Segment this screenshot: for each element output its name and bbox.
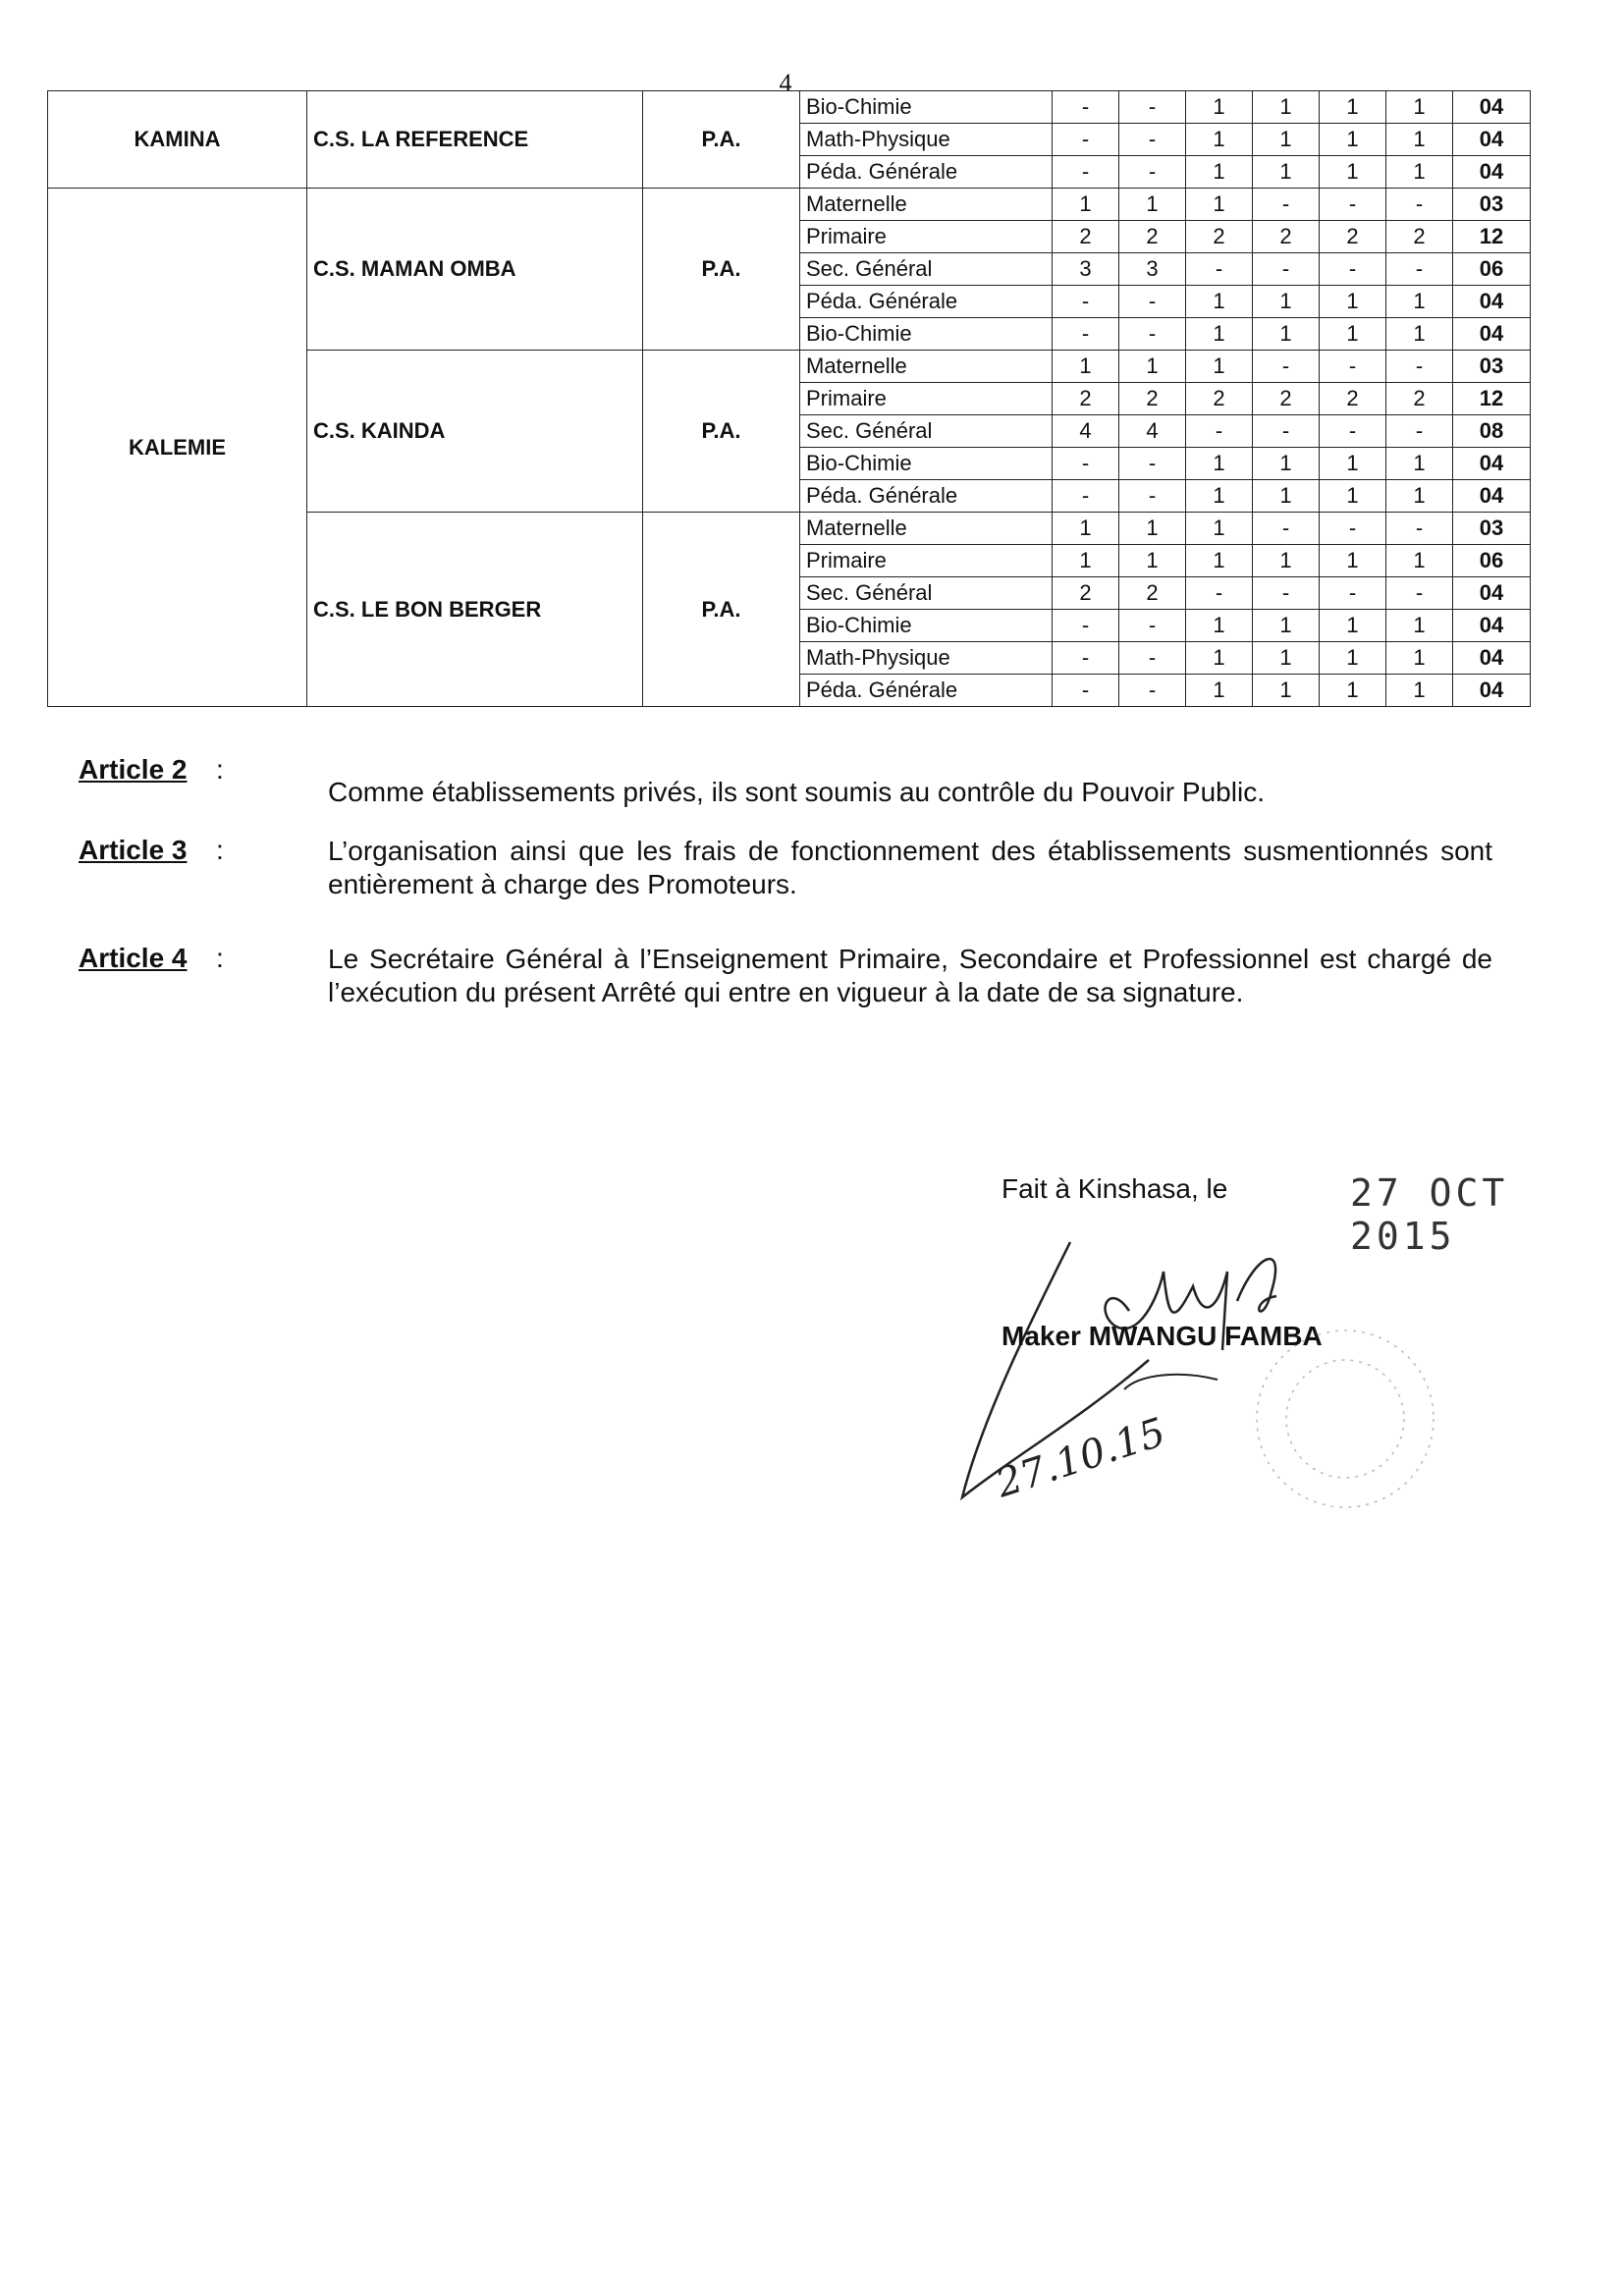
option-cell: Péda. Générale [800, 675, 1053, 707]
class-count-cell: 1 [1053, 545, 1119, 577]
class-count-cell: 1 [1320, 286, 1386, 318]
class-count-cell: 2 [1119, 383, 1186, 415]
option-cell: Sec. Général [800, 253, 1053, 286]
option-cell: Péda. Générale [800, 286, 1053, 318]
option-cell: Maternelle [800, 189, 1053, 221]
class-count-cell: - [1253, 415, 1320, 448]
class-count-cell: - [1119, 286, 1186, 318]
class-count-cell: 1 [1253, 448, 1320, 480]
class-count-cell: - [1053, 610, 1119, 642]
class-count-cell: 1 [1186, 642, 1253, 675]
class-count-cell: - [1053, 286, 1119, 318]
class-count-cell: - [1253, 513, 1320, 545]
article-text: L’organisation ainsi que les frais de fonctionnement des établissements susmentionnés sont entièrement à charge des Promoteurs. [328, 836, 1492, 899]
article-colon: : [216, 754, 224, 785]
option-cell: Primaire [800, 383, 1053, 415]
class-count-cell: - [1320, 253, 1386, 286]
class-count-cell: 1 [1186, 189, 1253, 221]
class-count-cell: - [1320, 189, 1386, 221]
status-cell: P.A. [643, 91, 800, 189]
class-count-cell: - [1053, 318, 1119, 351]
class-count-cell: - [1386, 253, 1453, 286]
article-label: Article 3 [79, 835, 188, 865]
total-cell: 06 [1453, 545, 1531, 577]
class-count-cell: 2 [1386, 221, 1453, 253]
class-count-cell: 1 [1186, 286, 1253, 318]
class-count-cell: - [1053, 124, 1119, 156]
total-cell: 04 [1453, 124, 1531, 156]
class-count-cell: 1 [1253, 91, 1320, 124]
option-cell: Math-Physique [800, 642, 1053, 675]
article-3 [79, 835, 1492, 923]
class-count-cell: 1 [1320, 610, 1386, 642]
school-cell: C.S. LA REFERENCE [307, 91, 643, 189]
article-colon: : [216, 943, 224, 973]
total-cell: 03 [1453, 513, 1531, 545]
option-cell: Bio-Chimie [800, 91, 1053, 124]
class-count-cell: 2 [1320, 383, 1386, 415]
signatory-name: Maker MWANGU FAMBA [1001, 1321, 1323, 1351]
class-count-cell: 2 [1320, 221, 1386, 253]
class-count-cell: - [1119, 124, 1186, 156]
class-count-cell: 1 [1386, 610, 1453, 642]
option-cell: Bio-Chimie [800, 448, 1053, 480]
class-count-cell: 1 [1253, 545, 1320, 577]
class-count-cell: - [1386, 415, 1453, 448]
class-count-cell: 1 [1386, 286, 1453, 318]
class-count-cell: 2 [1186, 383, 1253, 415]
class-count-cell: 1 [1386, 675, 1453, 707]
class-count-cell: - [1119, 448, 1186, 480]
class-count-cell: 1 [1253, 610, 1320, 642]
class-count-cell: - [1253, 189, 1320, 221]
article-text: Le Secrétaire Général à l’Enseignement Primaire, Secondaire et Professionnel est chargé de l’exécution du présent Arrêté qui entre en vigueur à la date de sa signature. [328, 944, 1492, 1007]
total-cell: 04 [1453, 318, 1531, 351]
class-count-cell: 4 [1119, 415, 1186, 448]
total-cell: 03 [1453, 189, 1531, 221]
stamp-date: 27 OCT 2015 [1350, 1171, 1509, 1258]
total-cell: 06 [1453, 253, 1531, 286]
page-number: 4 [779, 69, 792, 97]
class-count-cell: 2 [1253, 221, 1320, 253]
class-count-cell: 1 [1320, 545, 1386, 577]
class-count-cell: 1 [1186, 448, 1253, 480]
location-cell: KAMINA [48, 91, 307, 189]
class-count-cell: - [1253, 253, 1320, 286]
total-cell: 04 [1453, 675, 1531, 707]
class-count-cell: 1 [1186, 91, 1253, 124]
class-count-cell: 3 [1053, 253, 1119, 286]
class-count-cell: 1 [1119, 351, 1186, 383]
class-count-cell: - [1119, 480, 1186, 513]
article-text: Comme établissements privés, ils sont soumis au contrôle du Pouvoir Public. [328, 777, 1265, 807]
class-count-cell: 2 [1119, 577, 1186, 610]
class-count-cell: 1 [1186, 675, 1253, 707]
class-count-cell: 1 [1320, 318, 1386, 351]
option-cell: Sec. Général [800, 577, 1053, 610]
class-count-cell: 1 [1119, 545, 1186, 577]
class-count-cell: 1 [1320, 448, 1386, 480]
class-count-cell: 4 [1053, 415, 1119, 448]
total-cell: 12 [1453, 221, 1531, 253]
class-count-cell: 1 [1320, 156, 1386, 189]
class-count-cell: 1 [1186, 513, 1253, 545]
class-count-cell: 1 [1186, 351, 1253, 383]
class-count-cell: 1 [1119, 189, 1186, 221]
total-cell: 04 [1453, 156, 1531, 189]
class-count-cell: 1 [1253, 675, 1320, 707]
class-count-cell: 1 [1320, 642, 1386, 675]
class-count-cell: 2 [1119, 221, 1186, 253]
location-cell: KALEMIE [48, 189, 307, 707]
class-count-cell: - [1053, 480, 1119, 513]
class-count-cell: - [1386, 189, 1453, 221]
class-count-cell: - [1119, 91, 1186, 124]
class-count-cell: 1 [1186, 156, 1253, 189]
class-count-cell: - [1386, 351, 1453, 383]
class-count-cell: - [1386, 513, 1453, 545]
total-cell: 04 [1453, 642, 1531, 675]
total-cell: 04 [1453, 91, 1531, 124]
total-cell: 04 [1453, 286, 1531, 318]
class-count-cell: - [1186, 415, 1253, 448]
class-count-cell: - [1053, 448, 1119, 480]
class-count-cell: 1 [1253, 480, 1320, 513]
class-count-cell: 1 [1186, 545, 1253, 577]
class-count-cell: - [1320, 513, 1386, 545]
handwritten-date: 27.10.15 [990, 1409, 1171, 1507]
article-label: Article 2 [79, 754, 188, 785]
option-cell: Primaire [800, 221, 1053, 253]
class-count-cell: 1 [1253, 642, 1320, 675]
class-count-cell: 2 [1053, 383, 1119, 415]
class-count-cell: 1 [1053, 351, 1119, 383]
signature-block [990, 1171, 1512, 1527]
place-date: Fait à Kinshasa, le [1001, 1173, 1228, 1204]
table-row [48, 91, 1531, 124]
class-count-cell: 1 [1186, 610, 1253, 642]
class-count-cell: 3 [1119, 253, 1186, 286]
class-count-cell: 1 [1253, 318, 1320, 351]
class-count-cell: 1 [1119, 513, 1186, 545]
total-cell: 04 [1453, 448, 1531, 480]
article-label: Article 4 [79, 943, 188, 973]
class-count-cell: - [1053, 642, 1119, 675]
class-count-cell: 1 [1386, 91, 1453, 124]
class-count-cell: 1 [1386, 480, 1453, 513]
status-cell: P.A. [643, 513, 800, 707]
total-cell: 04 [1453, 480, 1531, 513]
class-count-cell: 1 [1320, 91, 1386, 124]
option-cell: Péda. Générale [800, 156, 1053, 189]
class-count-cell: - [1186, 253, 1253, 286]
class-count-cell: 1 [1320, 675, 1386, 707]
class-count-cell: 1 [1386, 448, 1453, 480]
option-cell: Maternelle [800, 513, 1053, 545]
class-count-cell: 1 [1386, 642, 1453, 675]
total-cell: 04 [1453, 577, 1531, 610]
class-count-cell: - [1119, 156, 1186, 189]
handwritten-signature [923, 1203, 1512, 1537]
class-count-cell: - [1053, 675, 1119, 707]
article-2 [79, 754, 1492, 807]
article-4 [79, 943, 1492, 1060]
school-cell: C.S. KAINDA [307, 351, 643, 513]
option-cell: Sec. Général [800, 415, 1053, 448]
class-count-cell: 2 [1386, 383, 1453, 415]
class-count-cell: 2 [1053, 221, 1119, 253]
class-count-cell: - [1053, 91, 1119, 124]
article-colon: : [216, 835, 224, 865]
class-count-cell: - [1320, 415, 1386, 448]
class-count-cell: 1 [1320, 124, 1386, 156]
class-count-cell: 1 [1253, 156, 1320, 189]
class-count-cell: 1 [1253, 124, 1320, 156]
option-cell: Péda. Générale [800, 480, 1053, 513]
total-cell: 04 [1453, 610, 1531, 642]
class-count-cell: 2 [1053, 577, 1119, 610]
option-cell: Maternelle [800, 351, 1053, 383]
school-cell: C.S. LE BON BERGER [307, 513, 643, 707]
class-count-cell: - [1320, 351, 1386, 383]
class-count-cell: 1 [1186, 318, 1253, 351]
total-cell: 12 [1453, 383, 1531, 415]
status-cell: P.A. [643, 351, 800, 513]
class-count-cell: 1 [1253, 286, 1320, 318]
class-count-cell: - [1253, 351, 1320, 383]
class-count-cell: 1 [1053, 513, 1119, 545]
class-count-cell: - [1119, 642, 1186, 675]
option-cell: Math-Physique [800, 124, 1053, 156]
class-count-cell: 1 [1186, 480, 1253, 513]
class-count-cell: - [1119, 318, 1186, 351]
class-count-cell: - [1253, 577, 1320, 610]
option-cell: Primaire [800, 545, 1053, 577]
class-count-cell: - [1119, 610, 1186, 642]
class-count-cell: 1 [1186, 124, 1253, 156]
table-row [48, 189, 1531, 221]
class-count-cell: 2 [1253, 383, 1320, 415]
class-count-cell: 1 [1386, 124, 1453, 156]
class-count-cell: 1 [1320, 480, 1386, 513]
class-count-cell: 2 [1186, 221, 1253, 253]
class-count-cell: - [1119, 675, 1186, 707]
status-cell: P.A. [643, 189, 800, 351]
class-count-cell: 1 [1053, 189, 1119, 221]
class-count-cell: - [1186, 577, 1253, 610]
class-count-cell: 1 [1386, 156, 1453, 189]
option-cell: Bio-Chimie [800, 610, 1053, 642]
class-count-cell: - [1320, 577, 1386, 610]
option-cell: Bio-Chimie [800, 318, 1053, 351]
schools-table [47, 90, 1531, 707]
class-count-cell: 1 [1386, 545, 1453, 577]
total-cell: 03 [1453, 351, 1531, 383]
school-cell: C.S. MAMAN OMBA [307, 189, 643, 351]
class-count-cell: - [1053, 156, 1119, 189]
class-count-cell: - [1386, 577, 1453, 610]
total-cell: 08 [1453, 415, 1531, 448]
class-count-cell: 1 [1386, 318, 1453, 351]
